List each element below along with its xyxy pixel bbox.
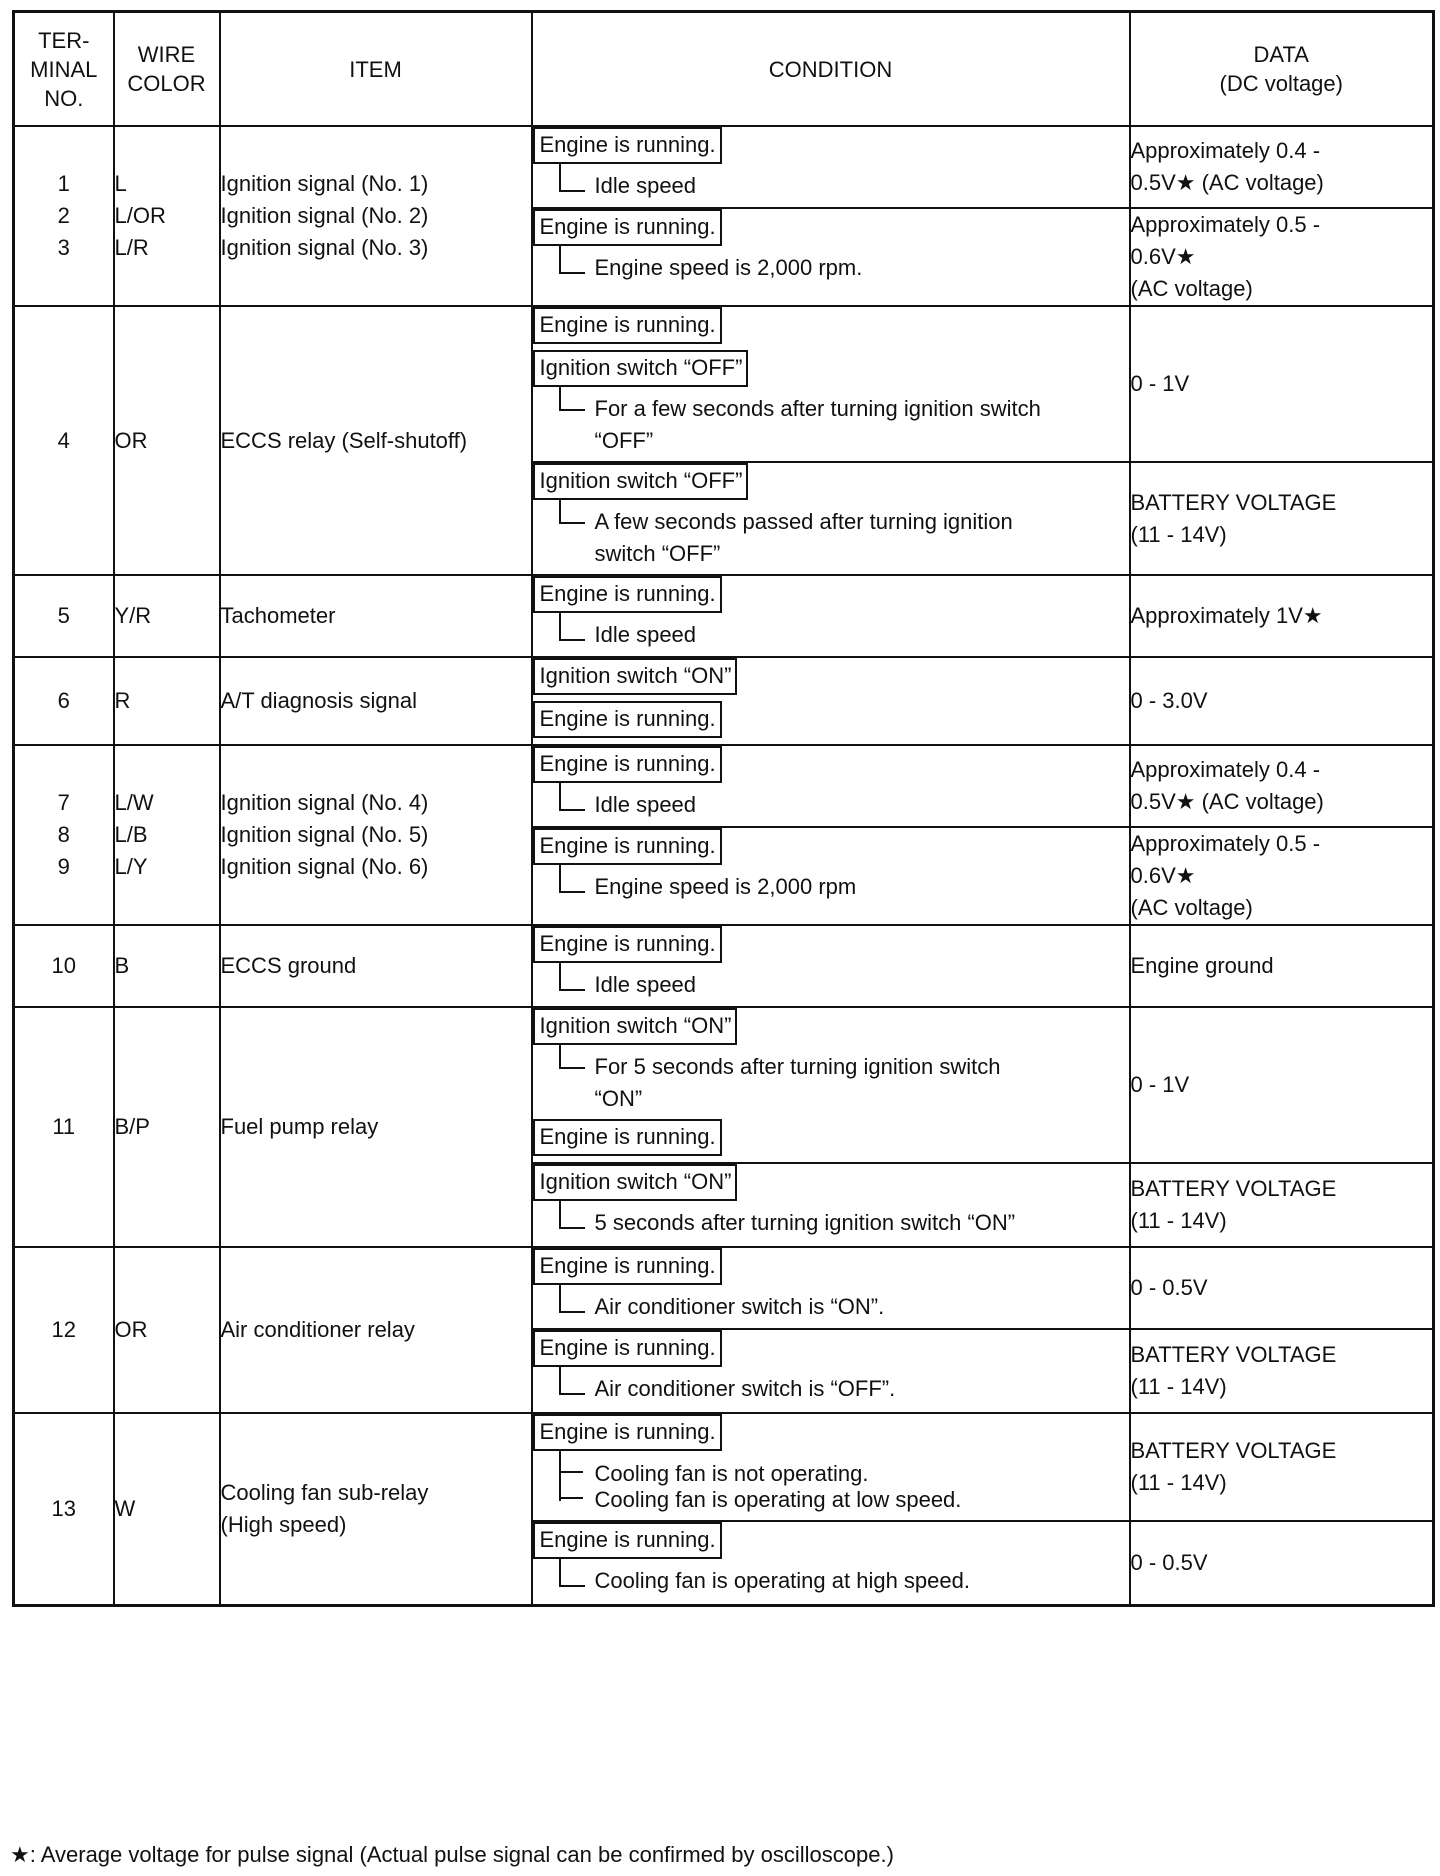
item-label: Ignition signal (No. 3) — [220, 235, 429, 260]
condition-box-wrap — [533, 1330, 1129, 1373]
table-header-row — [14, 12, 1434, 127]
condition-cell — [532, 1413, 1130, 1521]
condition-detail: Idle speed — [594, 972, 697, 997]
condition-box-wrap — [533, 828, 1129, 871]
wire-color-cell — [114, 745, 220, 925]
item-label: ECCS ground — [220, 953, 357, 978]
tree-branch — [559, 1497, 583, 1499]
wire-color-cell — [114, 306, 220, 575]
data-cell — [1130, 1247, 1434, 1329]
tree-connector — [559, 783, 585, 811]
condition-sub — [533, 1051, 1129, 1115]
condition-box-wrap — [533, 307, 1129, 350]
terminal-no: 10 — [51, 953, 76, 978]
terminal-no: 11 — [52, 1114, 76, 1139]
item-label: Ignition signal (No. 4) — [220, 790, 429, 815]
condition-box: Engine is running. — [533, 1330, 722, 1367]
terminal-no: 2 — [57, 203, 70, 228]
wire-color: L/OR — [114, 203, 166, 228]
condition-box-wrap — [533, 1522, 1129, 1565]
condition-box: Engine is running. — [533, 209, 722, 246]
condition-cell — [532, 745, 1130, 827]
item-label: ECCS relay (Self-shutoff) — [220, 427, 468, 453]
data-value: Approximately 0.5 - — [1130, 831, 1321, 856]
tree-branch — [559, 1471, 583, 1473]
data-value: 0 - 1V — [1130, 371, 1190, 396]
condition-detail: Idle speed — [594, 622, 697, 647]
condition-detail: Air conditioner switch is “OFF”. — [594, 1376, 896, 1401]
condition-box-wrap — [533, 658, 1129, 701]
condition-box: Ignition switch “ON” — [533, 1164, 738, 1201]
condition-box-wrap — [533, 1414, 1129, 1457]
data-value: (11 - 14V) — [1130, 1208, 1227, 1233]
data-value: (AC voltage) — [1130, 895, 1253, 920]
terminal-no-cell — [14, 575, 114, 657]
data-value: 0 - 1V — [1130, 1072, 1190, 1097]
condition-detail: switch “OFF” — [594, 541, 721, 566]
terminal-no-cell — [14, 1007, 114, 1247]
data-cell — [1130, 925, 1434, 1007]
wire-color: R — [114, 688, 131, 713]
data-value: 0 - 0.5V — [1130, 1549, 1208, 1575]
wire-color-cell — [114, 657, 220, 745]
condition-detail: Air conditioner switch is “ON”. — [594, 1294, 885, 1319]
condition-cell — [532, 306, 1130, 462]
data-value: (AC voltage) — [1130, 276, 1253, 301]
condition-detail: For a few seconds after turning ignition switch — [594, 396, 1041, 421]
header-terminal-no: TER- MINAL NO. — [14, 12, 114, 127]
data-cell — [1130, 745, 1434, 827]
condition-box-wrap — [533, 463, 1129, 506]
condition-cell — [532, 1329, 1130, 1413]
condition-sub — [533, 969, 1129, 1001]
data-value: 0 - 3.0V — [1130, 688, 1208, 713]
condition-sub — [533, 871, 1129, 903]
data-value: Approximately 0.4 - — [1130, 138, 1321, 163]
data-value: 0.6V★ — [1130, 244, 1196, 269]
wire-color-cell — [114, 126, 220, 306]
table-row — [14, 1007, 1434, 1163]
table-row — [14, 1413, 1434, 1521]
condition-box-wrap — [533, 576, 1129, 619]
terminal-table-document — [12, 10, 1432, 1607]
condition-box: Engine is running. — [533, 307, 722, 344]
table-row — [14, 657, 1434, 745]
wire-color: W — [114, 1495, 136, 1521]
table-row — [14, 575, 1434, 657]
wire-color-cell — [114, 1247, 220, 1413]
condition-box: Engine is running. — [533, 926, 722, 963]
tree-connector — [559, 865, 585, 893]
data-cell — [1130, 657, 1434, 745]
data-value: BATTERY VOLTAGE — [1130, 489, 1337, 515]
condition-box-wrap — [533, 1008, 1129, 1051]
condition-sub — [533, 1207, 1129, 1239]
data-cell — [1130, 208, 1434, 306]
data-value: Approximately 0.5 - — [1130, 212, 1321, 237]
wire-color: L/W — [114, 790, 154, 815]
condition-cell — [532, 126, 1130, 208]
header-item: ITEM — [220, 12, 532, 127]
table-row — [14, 745, 1434, 827]
condition-sub — [533, 252, 1129, 284]
tree-connector — [559, 1045, 585, 1069]
item-cell — [220, 306, 532, 575]
terminal-no-cell — [14, 745, 114, 925]
condition-cell — [532, 208, 1130, 306]
header-data: DATA (DC voltage) — [1130, 12, 1434, 127]
condition-detail: Engine speed is 2,000 rpm. — [594, 255, 863, 280]
condition-detail: A few seconds passed after turning ignition — [594, 509, 1013, 534]
condition-detail: For 5 seconds after turning ignition switch — [594, 1054, 1001, 1079]
terminal-no: 12 — [51, 1317, 76, 1342]
wire-color: L/B — [114, 822, 148, 847]
terminal-no: 1 — [57, 171, 70, 196]
item-cell — [220, 1247, 532, 1413]
condition-sub — [533, 1291, 1129, 1323]
header-wire-color: WIRE COLOR — [114, 12, 220, 127]
wire-color: L/Y — [114, 854, 148, 879]
table-body — [14, 126, 1434, 1605]
item-label: Tachometer — [220, 603, 336, 628]
data-cell — [1130, 1413, 1434, 1521]
condition-cell — [532, 1007, 1130, 1163]
terminal-no: 13 — [51, 1495, 76, 1521]
data-cell — [1130, 126, 1434, 208]
header-condition: CONDITION — [532, 12, 1130, 127]
footnote: ★: Average voltage for pulse signal (Actual pulse signal can be confirmed by oscilloscope.) — [10, 1842, 894, 1867]
wire-color: OR — [114, 427, 148, 453]
data-cell — [1130, 827, 1434, 925]
item-cell — [220, 126, 532, 306]
wire-color: L — [114, 171, 127, 196]
condition-sub — [533, 393, 1129, 457]
condition-box-wrap — [533, 350, 1129, 393]
data-value: BATTERY VOLTAGE — [1130, 1342, 1337, 1367]
condition-detail: Idle speed — [594, 173, 697, 198]
wire-color: L/R — [114, 235, 149, 260]
condition-sub — [533, 506, 1129, 570]
condition-detail: Cooling fan is operating at high speed. — [594, 1568, 970, 1593]
condition-box: Engine is running. — [533, 127, 722, 164]
data-value: Approximately 1V★ — [1130, 603, 1323, 628]
condition-detail: Cooling fan is not operating. — [594, 1461, 869, 1486]
terminal-no-cell — [14, 1413, 114, 1605]
terminal-no-cell — [14, 1247, 114, 1413]
data-value: 0.6V★ — [1130, 863, 1196, 888]
condition-branches — [533, 1457, 1129, 1513]
data-value: (11 - 14V) — [1130, 1374, 1227, 1399]
condition-box-wrap — [533, 1119, 1129, 1162]
condition-sub — [533, 789, 1129, 821]
condition-box: Engine is running. — [533, 1522, 722, 1559]
wire-color-cell — [114, 1007, 220, 1247]
condition-cell — [532, 1247, 1130, 1329]
condition-box-wrap — [533, 1248, 1129, 1291]
condition-box-wrap — [533, 701, 1129, 744]
tree-connector — [559, 387, 585, 411]
wire-color-cell — [114, 575, 220, 657]
data-value: Engine ground — [1130, 953, 1274, 978]
condition-cell — [532, 1521, 1130, 1605]
data-value: Approximately 0.4 - — [1130, 757, 1321, 782]
wire-color: Y/R — [114, 603, 152, 628]
condition-sub — [533, 1565, 1129, 1597]
condition-box-wrap — [533, 209, 1129, 252]
condition-box: Engine is running. — [533, 828, 722, 865]
table-row — [14, 306, 1434, 462]
condition-box-wrap — [533, 926, 1129, 969]
item-cell — [220, 925, 532, 1007]
condition-box-wrap — [533, 127, 1129, 170]
terminal-no: 9 — [57, 854, 70, 879]
condition-sub — [533, 1373, 1129, 1405]
condition-cell — [532, 925, 1130, 1007]
data-cell — [1130, 462, 1434, 575]
condition-cell — [532, 462, 1130, 575]
terminal-no: 5 — [57, 603, 70, 628]
item-cell — [220, 657, 532, 745]
tree-connector — [559, 1201, 585, 1229]
terminal-no-cell — [14, 925, 114, 1007]
tree-connector — [559, 500, 585, 524]
terminal-no: 6 — [57, 688, 70, 713]
condition-detail: Idle speed — [594, 792, 697, 817]
table-row — [14, 126, 1434, 208]
table-row — [14, 925, 1434, 1007]
data-value: 0.5V★ (AC voltage) — [1130, 789, 1324, 814]
terminal-no-cell — [14, 126, 114, 306]
condition-cell — [532, 827, 1130, 925]
condition-box: Ignition switch “ON” — [533, 658, 738, 695]
data-cell — [1130, 1521, 1434, 1605]
condition-detail: “ON” — [594, 1086, 643, 1111]
condition-sub — [533, 170, 1129, 202]
item-label: Fuel pump relay — [220, 1114, 379, 1139]
item-label: Ignition signal (No. 1) — [220, 171, 429, 196]
data-cell — [1130, 1163, 1434, 1247]
data-value: BATTERY VOLTAGE — [1130, 1176, 1337, 1201]
condition-box: Engine is running. — [533, 1248, 722, 1285]
tree-connector — [559, 1285, 585, 1313]
item-cell — [220, 1413, 532, 1605]
item-label: Cooling fan sub-relay — [220, 1479, 429, 1505]
terminal-no: 7 — [57, 790, 70, 815]
condition-cell — [532, 575, 1130, 657]
wire-color-cell — [114, 925, 220, 1007]
terminal-no: 4 — [57, 427, 70, 453]
ecm-terminal-table — [12, 10, 1435, 1607]
condition-detail: Engine speed is 2,000 rpm — [594, 874, 857, 899]
condition-box: Engine is running. — [533, 1414, 722, 1451]
data-cell — [1130, 575, 1434, 657]
item-label: Air conditioner relay — [220, 1317, 415, 1342]
terminal-no-cell — [14, 657, 114, 745]
tree-connector — [559, 246, 585, 274]
data-value: 0 - 0.5V — [1130, 1275, 1208, 1300]
tree-connector — [559, 1367, 585, 1395]
wire-color-cell — [114, 1413, 220, 1605]
condition-box: Ignition switch “OFF” — [533, 350, 749, 387]
data-cell — [1130, 306, 1434, 462]
condition-detail: Cooling fan is operating at low speed. — [594, 1487, 962, 1512]
item-label: Ignition signal (No. 2) — [220, 203, 429, 228]
condition-box-wrap — [533, 746, 1129, 789]
wire-color: B — [114, 953, 130, 978]
item-cell — [220, 745, 532, 925]
condition-box-wrap — [533, 1164, 1129, 1207]
condition-cell — [532, 657, 1130, 745]
terminal-no: 3 — [57, 235, 70, 260]
data-value: (11 - 14V) — [1130, 1470, 1227, 1495]
condition-box: Engine is running. — [533, 746, 722, 783]
item-label: A/T diagnosis signal — [220, 688, 417, 713]
condition-sub — [533, 619, 1129, 651]
condition-box: Engine is running. — [533, 701, 722, 738]
tree-connector — [559, 613, 585, 641]
condition-detail: “OFF” — [594, 428, 654, 453]
item-cell — [220, 575, 532, 657]
data-cell — [1130, 1007, 1434, 1163]
tree-connector — [559, 164, 585, 192]
item-label: Ignition signal (No. 6) — [220, 854, 429, 879]
condition-box: Engine is running. — [533, 1119, 722, 1156]
terminal-no-cell — [14, 306, 114, 575]
condition-detail: 5 seconds after turning ignition switch “ON” — [594, 1210, 1016, 1235]
condition-cell — [532, 1163, 1130, 1247]
data-value: (11 - 14V) — [1130, 521, 1227, 547]
condition-box: Ignition switch “OFF” — [533, 463, 749, 500]
tree-connector — [559, 1559, 585, 1587]
item-cell — [220, 1007, 532, 1247]
table-row — [14, 1247, 1434, 1329]
tree-connector — [559, 1451, 561, 1501]
wire-color: OR — [114, 1317, 148, 1342]
terminal-no: 8 — [57, 822, 70, 847]
condition-box: Engine is running. — [533, 576, 722, 613]
item-label: (High speed) — [220, 1511, 347, 1537]
tree-connector — [559, 963, 585, 991]
data-value: BATTERY VOLTAGE — [1130, 1438, 1337, 1463]
data-value: 0.5V★ (AC voltage) — [1130, 170, 1324, 195]
condition-box: Ignition switch “ON” — [533, 1008, 738, 1045]
item-label: Ignition signal (No. 5) — [220, 822, 429, 847]
data-cell — [1130, 1329, 1434, 1413]
wire-color: B/P — [114, 1114, 150, 1139]
